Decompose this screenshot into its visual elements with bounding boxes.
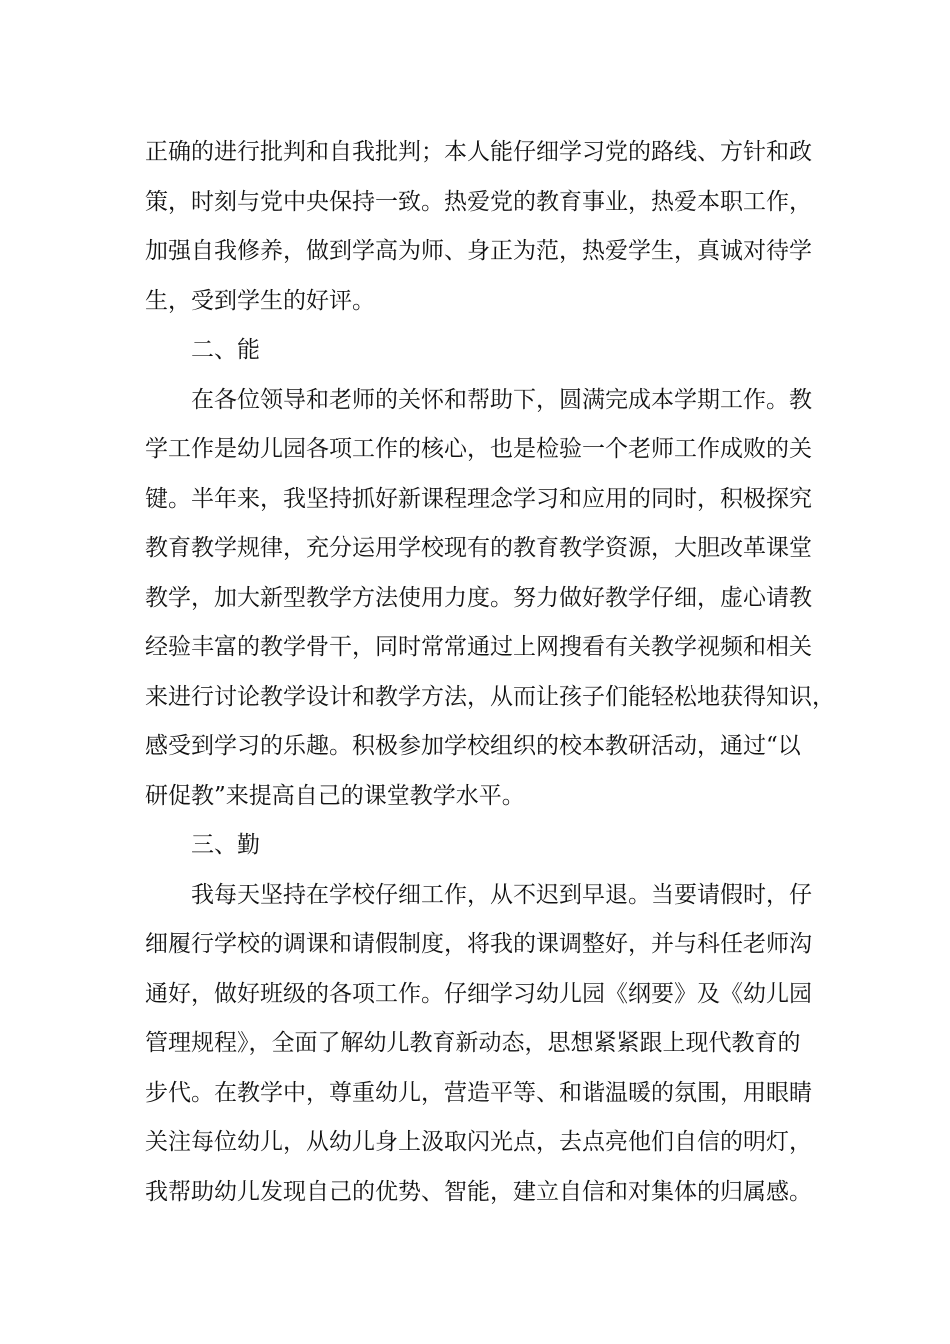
paragraph-line: 正确的进行批判和自我批判；本人能仔细学习党的路线、方针和政 (145, 139, 812, 165)
paragraph-line: 加强自我修养，做到学高为师、身正为范，热爱学生，真诚对待学 (145, 238, 812, 264)
paragraph-line: 关注每位幼儿，从幼儿身上汲取闪光点，去点亮他们自信的明灯， (145, 1129, 812, 1155)
paragraph-line: 学工作是幼儿园各项工作的核心，也是检验一个老师工作成败的关 (145, 436, 812, 462)
paragraph-line: 键。半年来，我坚持抓好新课程理念学习和应用的同时，积极探究 (145, 486, 812, 512)
paragraph-line: 来进行讨论教学设计和教学方法，从而让孩子们能轻松地获得知识， (145, 684, 835, 710)
paragraph-line: 教育教学规律，充分运用学校现有的教育教学资源，大胆改革课堂 (145, 535, 812, 561)
paragraph-line: 我每天坚持在学校仔细工作，从不迟到早退。当要请假时，仔 (191, 882, 812, 908)
section-heading: 三、勤 (191, 832, 260, 858)
paragraph-line: 我帮助幼儿发现自己的优势、智能，建立自信和对集体的归属感。 (145, 1179, 812, 1205)
paragraph-line: 研促教”来提高自己的课堂教学水平。 (145, 783, 525, 809)
paragraph-line: 教学，加大新型教学方法使用力度。努力做好教学仔细，虚心请教 (145, 585, 812, 611)
section-heading: 二、能 (191, 337, 260, 363)
paragraph-line: 在各位领导和老师的关怀和帮助下，圆满完成本学期工作。教 (191, 387, 812, 413)
paragraph-line: 经验丰富的教学骨干，同时常常通过上网搜看有关教学视频和相关 (145, 634, 812, 660)
paragraph-line: 感受到学习的乐趣。积极参加学校组织的校本教研活动，通过“以 (145, 733, 801, 759)
paragraph-line: 生，受到学生的好评。 (145, 288, 375, 314)
paragraph-line: 管理规程》，全面了解幼儿教育新动态，思想紧紧跟上现代教育的 (145, 1030, 801, 1056)
paragraph-line: 策，时刻与党中央保持一致。热爱党的教育事业，热爱本职工作， (145, 189, 812, 215)
paragraph-line: 通好，做好班级的各项工作。仔细学习幼儿园《纲要》及《幼儿园 (145, 981, 812, 1007)
paragraph-line: 细履行学校的调课和请假制度，将我的课调整好，并与科任老师沟 (145, 931, 812, 957)
paragraph-line: 步代。在教学中，尊重幼儿，营造平等、和谐温暖的氛围，用眼睛 (145, 1080, 812, 1106)
